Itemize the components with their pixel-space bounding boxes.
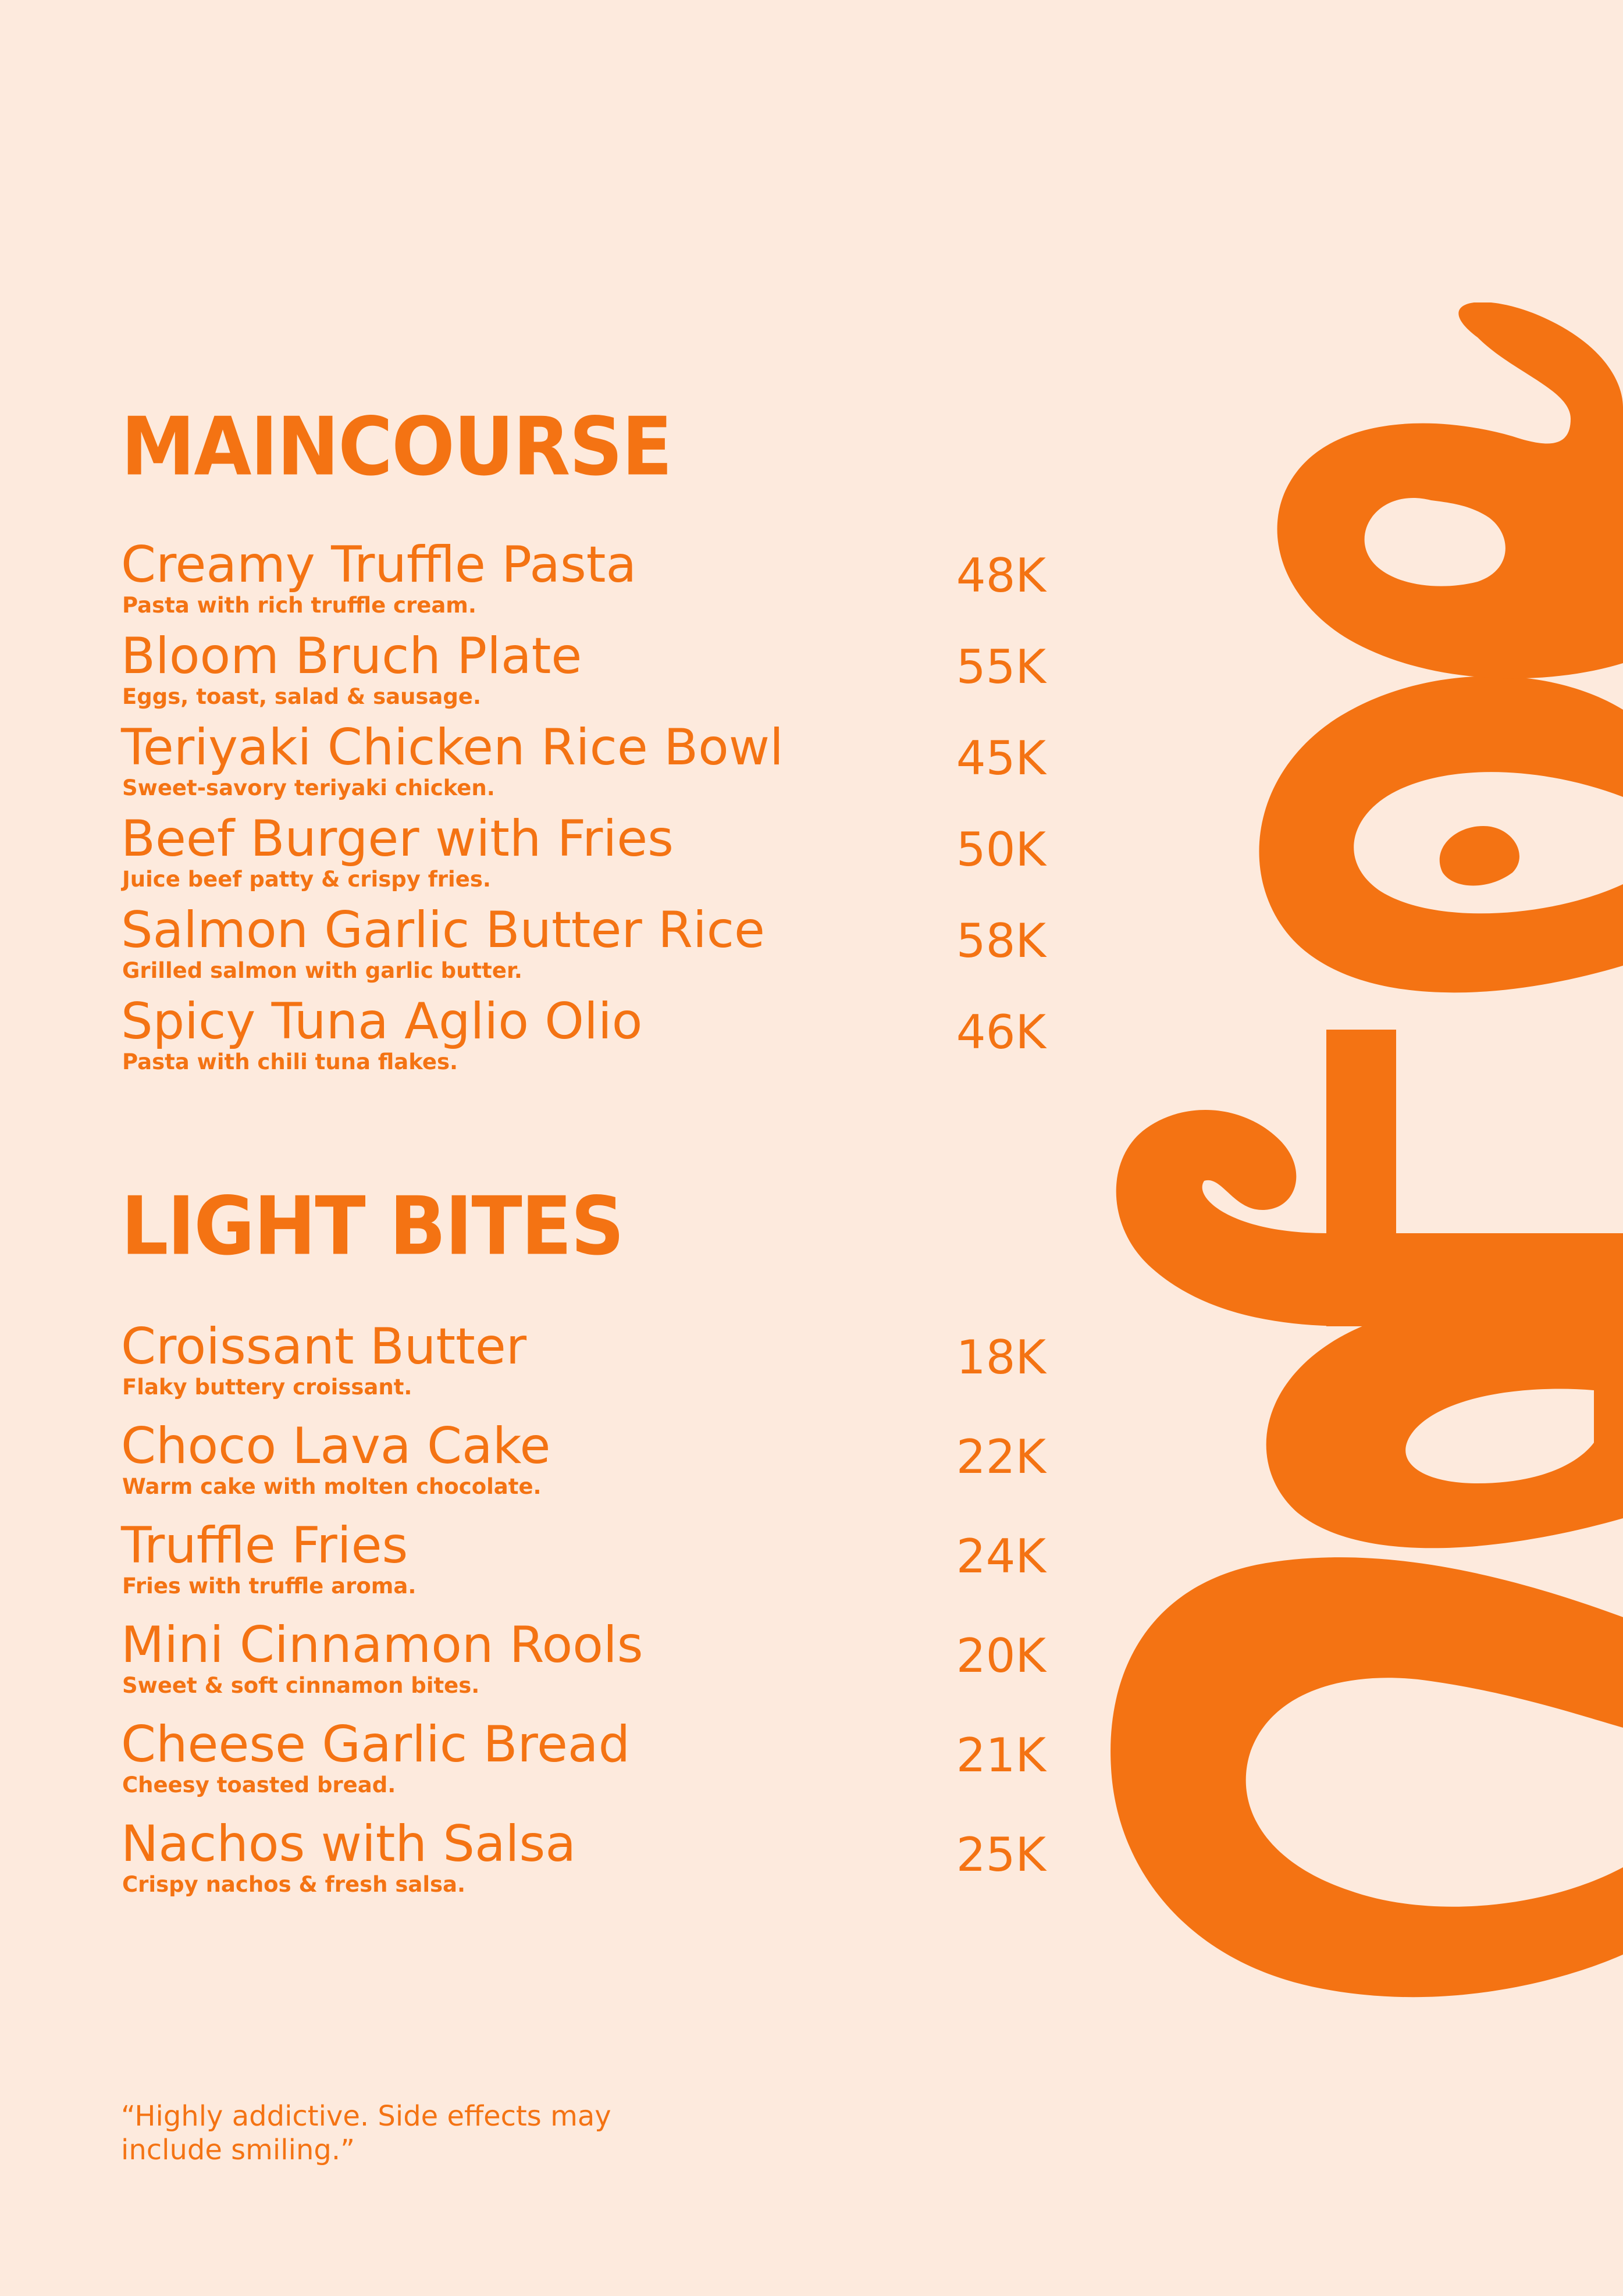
menu-item	[121, 627, 1046, 722]
menu-item	[121, 1715, 1046, 1819]
item-name: Teriyaki Chicken Rice Bowl	[121, 718, 784, 777]
item-name: Bloom Bruch Plate	[121, 627, 582, 685]
item-description: Flaky buttery croissant.	[122, 1375, 412, 1400]
cafe-logo-icon	[1105, 302, 1623, 2024]
logo-letter-f-crossbar	[1326, 1030, 1396, 1326]
logo-letter-c	[1111, 1557, 1623, 1997]
item-description: Eggs, toast, salad & sausage.	[122, 684, 482, 709]
item-name: Cheese Garlic Bread	[121, 1715, 631, 1774]
logo-letter-e	[1259, 676, 1623, 992]
item-price: 25K	[956, 1828, 1046, 1882]
item-description: Cheesy toasted bread.	[122, 1772, 396, 1797]
item-price: 48K	[956, 549, 1046, 603]
item-name: Spicy Tuna Aglio Olio	[121, 992, 643, 1051]
item-name: Salmon Garlic Butter Rice	[121, 901, 765, 959]
item-description: Crispy nachos & fresh salsa.	[122, 1872, 466, 1897]
menu-item	[121, 992, 1046, 1088]
menu-item	[121, 1616, 1046, 1720]
menu-item	[121, 1815, 1046, 1918]
item-price: 50K	[956, 823, 1046, 877]
item-description: Fries with truffle aroma.	[122, 1574, 417, 1599]
menu-item	[121, 536, 1046, 631]
item-name: Croissant Butter	[121, 1318, 527, 1376]
item-price: 55K	[956, 640, 1046, 694]
logo-letter-a	[1266, 1298, 1623, 1549]
item-name: Nachos with Salsa	[121, 1815, 576, 1873]
maincourse-list	[121, 536, 1046, 1088]
cafe-logo	[1105, 302, 1623, 2024]
menu-item	[121, 901, 1046, 996]
item-price: 58K	[956, 914, 1046, 968]
item-price: 21K	[956, 1728, 1046, 1782]
item-description: Sweet-savory teriyaki chicken.	[122, 775, 495, 800]
item-description: Juice beef patty & crispy fries.	[122, 867, 491, 892]
item-price: 18K	[956, 1330, 1046, 1384]
menu-item	[121, 718, 1046, 814]
footer-quote: “Highly addictive. Side effects may include smiling.”	[121, 2100, 611, 2166]
menu-item	[121, 1417, 1046, 1521]
item-price: 45K	[956, 731, 1046, 785]
item-price: 22K	[956, 1430, 1046, 1484]
item-name: Mini Cinnamon Rools	[121, 1616, 643, 1674]
item-price: 46K	[956, 1005, 1046, 1059]
menu-item	[121, 1517, 1046, 1620]
item-description: Pasta with rich truffle cream.	[122, 593, 476, 618]
light-bites-list	[121, 1318, 1046, 1918]
logo-accent	[1277, 302, 1623, 678]
item-name: Creamy Truffle Pasta	[121, 536, 637, 594]
item-name: Choco Lava Cake	[121, 1417, 551, 1475]
item-name: Truffle Fries	[121, 1517, 408, 1575]
item-description: Sweet & soft cinnamon bites.	[122, 1673, 480, 1698]
item-price: 24K	[956, 1529, 1046, 1583]
item-description: Warm cake with molten chocolate.	[122, 1474, 542, 1499]
menu-item	[121, 810, 1046, 905]
item-price: 20K	[956, 1629, 1046, 1683]
item-description: Grilled salmon with garlic butter.	[122, 958, 522, 983]
maincourse-title: MAINCOURSE	[121, 400, 672, 494]
item-description: Pasta with chili tuna flakes.	[122, 1049, 458, 1074]
light-bites-title: LIGHT BITES	[121, 1180, 624, 1274]
menu-item	[121, 1318, 1046, 1421]
item-name: Beef Burger with Fries	[121, 810, 674, 868]
